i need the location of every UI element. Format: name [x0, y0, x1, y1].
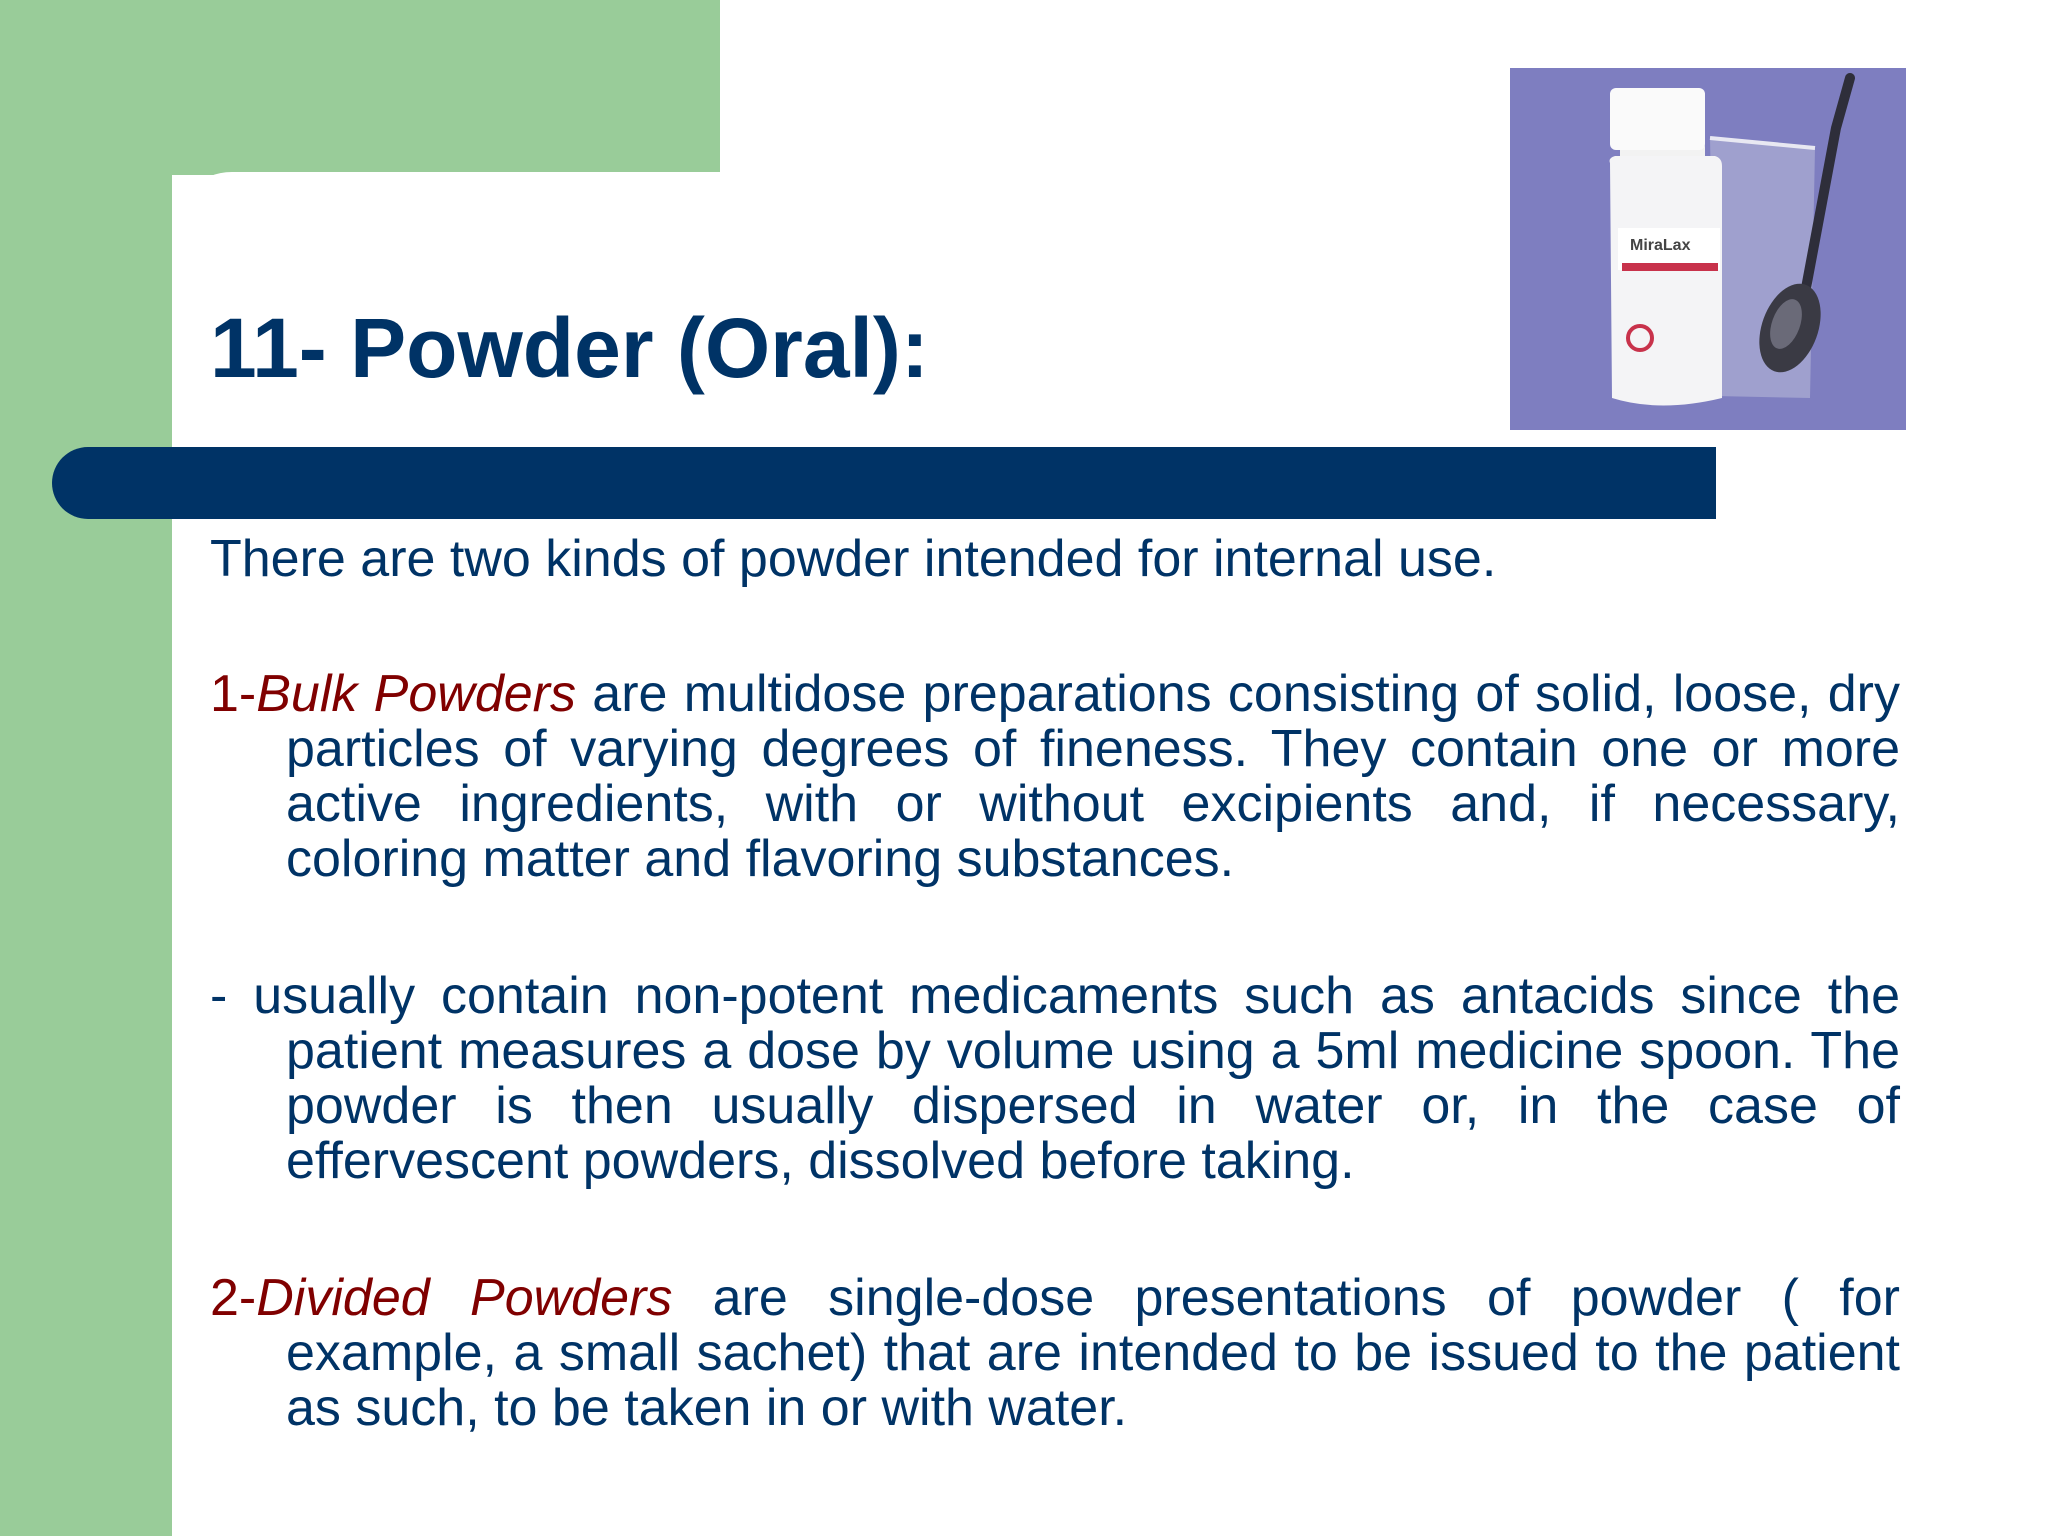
- divided-powders-paragraph: [210, 1271, 1900, 1436]
- bulk-note-paragraph: - usually contain non-potent medicaments such as antacids since the patient measures a dose by volume using a 5ml medicine spoon. The powder is then usually dispersed in water or, in the case of effervescent powders, dissolved before taking.: [210, 967, 1900, 1190]
- divided-text: are single-dose presentations of powder ( for example, a small sachet) that are intended to be issued to the patient as such, to be taken in or with water.: [286, 1269, 1900, 1437]
- divided-term: Divided Powders: [256, 1269, 673, 1327]
- bulk-number: 1-: [210, 665, 257, 723]
- intro-paragraph: There are two kinds of powder intended for internal use.: [210, 530, 1497, 588]
- slide-title: 11- Powder (Oral):: [210, 301, 929, 395]
- bulk-text: are multidose preparations consisting of solid, loose, dry particles of varying degrees of fineness. They contain one or more active ingredients, with or without excipients and, if necessary, coloring matter and flavoring substances.: [286, 665, 1900, 888]
- slide-body: [210, 532, 1900, 1436]
- bulk-powders-paragraph: [210, 667, 1900, 887]
- medicine-bottle-photo: [1510, 68, 1906, 430]
- divided-number: 2-: [210, 1269, 257, 1327]
- bulk-term: Bulk Powders: [256, 665, 576, 723]
- title-underline-bar: [52, 447, 1716, 519]
- green-accent-left: [0, 0, 172, 1536]
- bottle-label-text: MiraLax: [1630, 237, 1691, 254]
